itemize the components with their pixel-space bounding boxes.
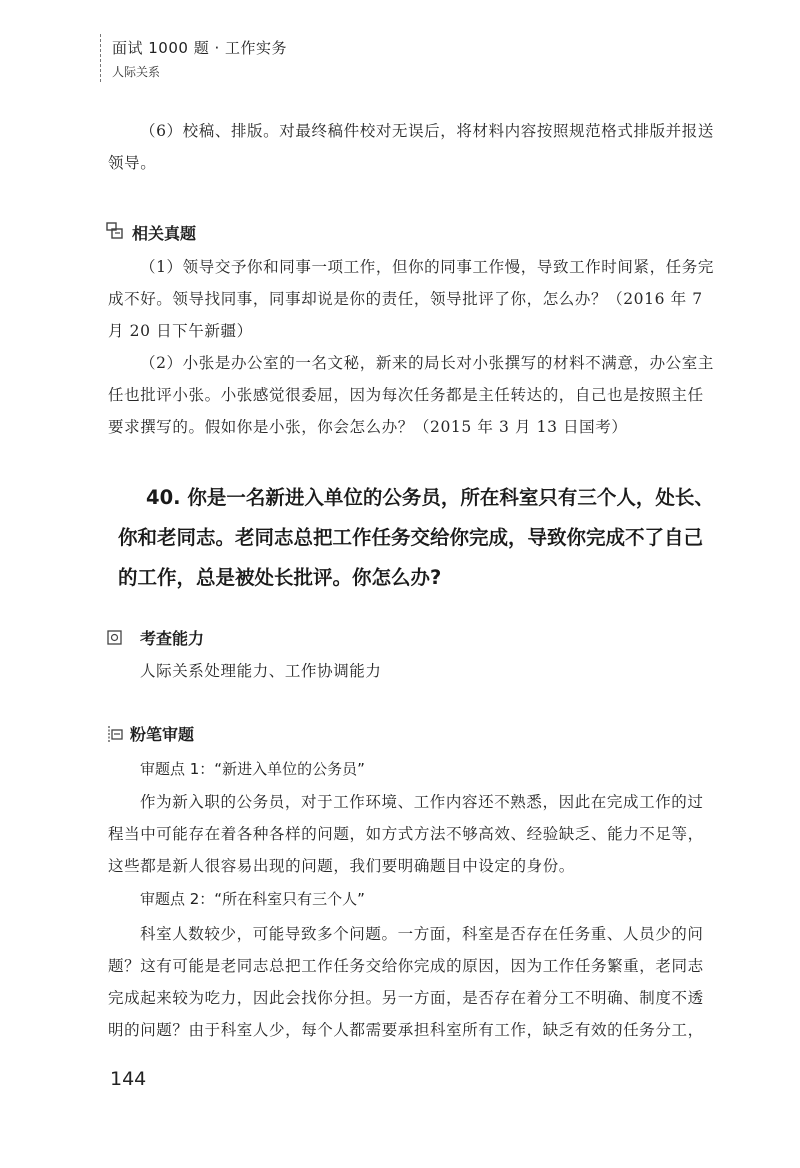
- page-number: 144: [110, 1068, 147, 1090]
- intro-paragraph: （6）校稿、排版。对最终稿件校对无误后，将材料内容按照规范格式排版并报送领导。: [108, 122, 714, 172]
- related-item-1: （1）领导交予你和同事一项工作，但你的同事工作慢，导致工作时间紧，任务完成不好。领导找同事，同事却说是你的责任，领导批评了你，怎么办？（2016 年 7 月 20 日下午新疆）: [108, 258, 714, 340]
- pencil-icon: [106, 725, 124, 747]
- chapter-title: 人际关系: [112, 65, 161, 79]
- document-icon: [106, 222, 124, 244]
- question-heading: 40. 你是一名新进入单位的公务员，所在科室只有三个人，处长、你和老同志。老同志总把工作任务交给你完成，导致你完成不了自己的工作，总是被处长批评。你怎么办?: [118, 486, 714, 589]
- header-divider: [100, 34, 103, 82]
- analysis-point-1-text: 作为新入职的公务员，对于工作环境、工作内容还不熟悉，因此在完成工作的过程当中可能存在着各种各样的问题，如方式方法不够高效、经验缺乏、能力不足等，这些都是新人很容易出现的问题，我们要明确题目中设定的身份。: [108, 793, 704, 875]
- ability-content: 人际关系处理能力、工作协调能力: [140, 662, 382, 680]
- related-heading: 相关真题: [132, 224, 197, 243]
- analysis-heading: 粉笔审题: [130, 725, 195, 744]
- book-title: 面试 1000 题 · 工作实务: [112, 39, 288, 57]
- ability-heading: 考查能力: [140, 629, 205, 648]
- analysis-point-2-title: 审题点 2：“所在科室只有三个人”: [140, 890, 365, 908]
- target-icon: [106, 629, 124, 651]
- analysis-point-2-text: 科室人数较少，可能导致多个问题。一方面，科室是否存在任务重、人员少的问题？这有可能是老同志总把工作任务交给你完成的原因，因为工作任务繁重，老同志完成起来较为吃力，因此会找你分担。另一方面，是否存在着分工不明确、制度不透明的问题？由于科室人少，每个人都需要承担科室所有工作，缺乏有效的任务分工，: [108, 925, 704, 1039]
- related-item-2: （2）小张是办公室的一名文秘，新来的局长对小张撰写的材料不满意，办公室主任也批评小张。小张感觉很委屈，因为每次任务都是主任转达的，自己也是按照主任要求撰写的。假如你是小张，你会怎么办？（2015 年 3 月 13 日国考）: [108, 354, 714, 436]
- analysis-point-1-title: 审题点 1：“新进入单位的公务员”: [140, 760, 365, 778]
